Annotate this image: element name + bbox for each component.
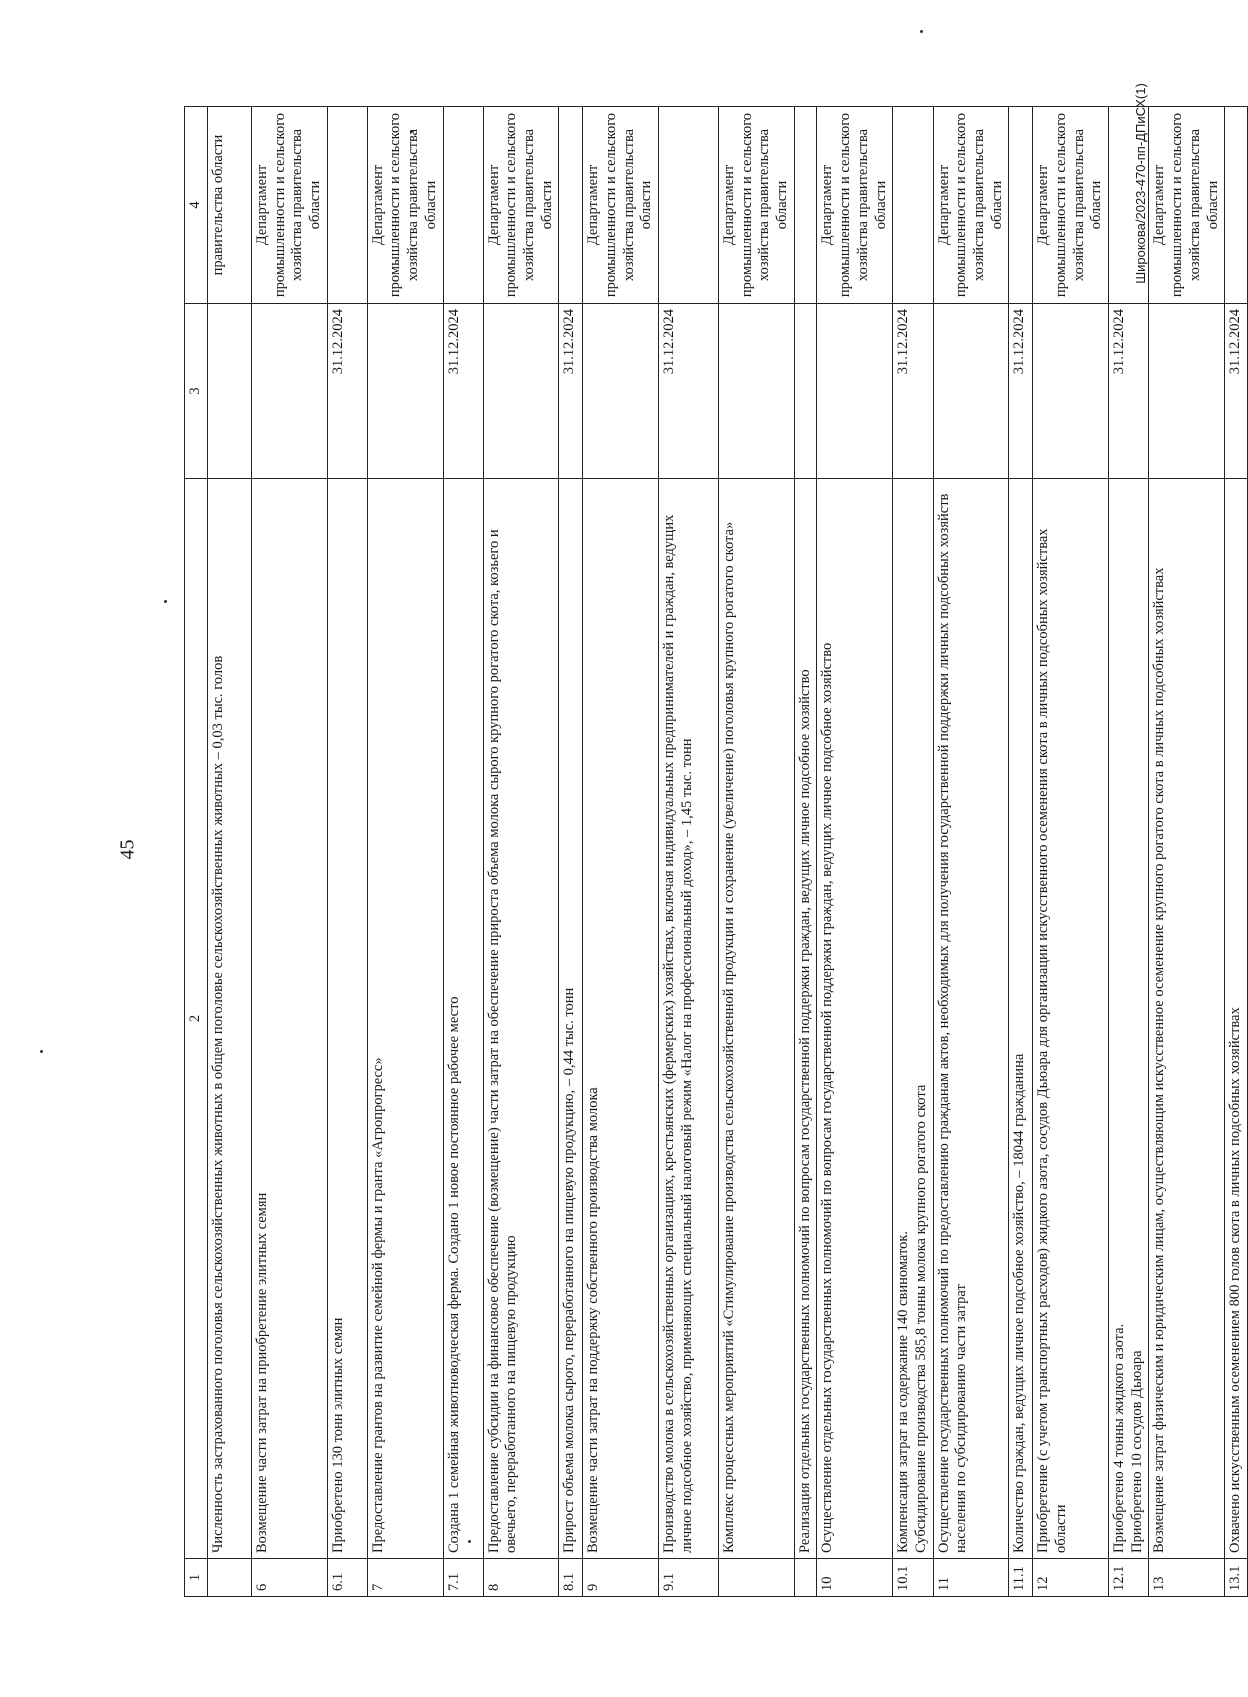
table-row (208, 107, 252, 1597)
cell-date (367, 304, 443, 479)
cell-desc: Производство молока в сельскохозяйственных организациях, крестьянских (фермерских) хозяйствах, включая индивидуальных предпринимателей и граждан, ведущих личное подсобное хозяйство, применяющих специальный налоговый режим «Налог на профессиональный доход», – 1,45 тыс. тонн (659, 479, 719, 1559)
cell-dept: Департамент промышленности и сельского хозяйства правительства области (483, 107, 559, 304)
header-col-2: 2 (185, 479, 208, 1559)
cell-date: 31.12.2024 (443, 304, 483, 479)
cell-desc: Осуществление государственных полномочий по предоставлению гражданам актов, необходимых для получения государственной поддержки личных подсобных хозяйств населения по субсидированию части затрат (933, 479, 1009, 1559)
header-col-3: 3 (185, 304, 208, 479)
cell-num: 13 (1149, 1559, 1225, 1597)
cell-num: 8 (483, 1559, 559, 1597)
cell-date (794, 304, 817, 479)
cell-dept (1225, 107, 1248, 304)
cell-desc: Реализация отдельных государственных полномочий по вопросам государственной поддержки граждан, ведущих личное подсобное хозяйство (794, 479, 817, 1559)
cell-num: 9 (583, 1559, 659, 1597)
cell-dept (1109, 107, 1149, 304)
cell-dept: Департамент промышленности и сельского хозяйства правительства области (1033, 107, 1109, 304)
table-row (583, 107, 659, 1597)
cell-desc: Создана 1 семейная животноводческая ферма. Создано 1 новое постоянное рабочее место (443, 479, 483, 1559)
cell-date: 31.12.2024 (893, 304, 933, 479)
cell-date (252, 304, 328, 479)
cell-desc: Возмещение части затрат на приобретение элитных семян (252, 479, 328, 1559)
cell-date (583, 304, 659, 479)
cell-num: 12 (1033, 1559, 1109, 1597)
cell-desc: Комплекс процессных мероприятий «Стимулирование производства сельскохозяйственной продукции и сохранение (увеличение) поголовья крупного рогатого скота» (719, 479, 795, 1559)
header-col-4: 4 (185, 107, 208, 304)
cell-num: 11 (933, 1559, 1009, 1597)
cell-dept: Департамент промышленности и сельского хозяйства правительства области (933, 107, 1009, 304)
cell-num: 10.1 (893, 1559, 933, 1597)
table-row (817, 107, 893, 1597)
cell-dept: Департамент промышленности и сельского хозяйства правительства области (583, 107, 659, 304)
table-row (443, 107, 483, 1597)
table-row (794, 107, 817, 1597)
cell-date: 31.12.2024 (559, 304, 583, 479)
cell-desc: Осуществление отдельных государственных полномочий по вопросам государственной поддержки граждан, ведущих личное подсобное хозяйство (817, 479, 893, 1559)
cell-dept (559, 107, 583, 304)
table-row (367, 107, 443, 1597)
cell-num: 12.1 (1109, 1559, 1149, 1597)
cell-desc: Возмещение затрат физическим и юридическим лицам, осуществляющим искусственное осеменение крупного рогатого скота в личных подсобных хозяйствах (1149, 479, 1225, 1559)
cell-desc: Количество граждан, ведущих личное подсобное хозяйство, – 18044 гражданина (1009, 479, 1033, 1559)
cell-dept: Департамент промышленности и сельского хозяйства правительства области (817, 107, 893, 304)
page-number: 45 (116, 839, 139, 860)
table-row (559, 107, 583, 1597)
cell-num: 10 (817, 1559, 893, 1597)
cell-num: 6 (252, 1559, 328, 1597)
cell-num: 7 (367, 1559, 443, 1597)
cell-date: 31.12.2024 (1109, 304, 1149, 479)
cell-desc: Предоставление грантов на развитие семейной фермы и гранта «Агропрогресс» (367, 479, 443, 1559)
cell-dept: Департамент промышленности и сельского хозяйства правительства области (1149, 107, 1225, 304)
cell-desc: Возмещение части затрат на поддержку собственного производства молока (583, 479, 659, 1559)
cell-dept (327, 107, 367, 304)
table-row (659, 107, 719, 1597)
cell-desc: Численность застрахованного поголовья сельскохозяйственных животных в общем поголовье сельскохозяйственных животных – 0,03 тыс. голов (208, 479, 252, 1559)
cell-num: 13.1 (1225, 1559, 1248, 1597)
cell-dept (659, 107, 719, 304)
cell-dept (794, 107, 817, 304)
cell-desc: Приобретение (с учетом транспортных расходов) жидкого азота, сосудов Дьюара для организации искусственного осеменения скота в личных подсобных хозяйствах области (1033, 479, 1109, 1559)
cell-num: 8.1 (559, 1559, 583, 1597)
cell-num: 7.1 (443, 1559, 483, 1597)
table-row (327, 107, 367, 1597)
cell-date: 31.12.2024 (1225, 304, 1248, 479)
table-row (933, 107, 1009, 1597)
cell-num: 9.1 (659, 1559, 719, 1597)
cell-date: 31.12.2024 (659, 304, 719, 479)
cell-desc: Приобретено 4 тонны жидкого азота. Приобретено 10 сосудов Дьюара (1109, 479, 1149, 1559)
scan-speck (164, 600, 167, 603)
cell-num: 6.1 (327, 1559, 367, 1597)
cell-date: 31.12.2024 (1009, 304, 1033, 479)
table-header-row (185, 107, 208, 1597)
cell-num (719, 1559, 795, 1597)
measures-table (184, 106, 1248, 1597)
table-row (893, 107, 933, 1597)
cell-num (794, 1559, 817, 1597)
cell-dept: правительства области (208, 107, 252, 304)
table-body (208, 107, 1248, 1597)
document-code: Широкова/2023-470-пп-ДПиСХ(1) (1132, 83, 1148, 284)
table-row (1225, 107, 1248, 1597)
cell-date (208, 304, 252, 479)
cell-desc: Приобретено 130 тонн элитных семян (327, 479, 367, 1559)
cell-desc: Компенсация затрат на содержание 140 свиноматок. Субсидирование производства 585,8 тонны молока крупного рогатого скота (893, 479, 933, 1559)
cell-date (933, 304, 1009, 479)
table-row (1009, 107, 1033, 1597)
table-row (1033, 107, 1109, 1597)
cell-desc: Прирост объема молока сырого, переработанного на пищевую продукцию, – 0,44 тыс. тонн (559, 479, 583, 1559)
scan-speck (40, 1050, 43, 1053)
cell-date (483, 304, 559, 479)
cell-dept (893, 107, 933, 304)
header-col-1: 1 (185, 1559, 208, 1597)
cell-date (817, 304, 893, 479)
table-row (252, 107, 328, 1597)
cell-dept (443, 107, 483, 304)
table-row (483, 107, 559, 1597)
cell-dept: Департамент промышленности и сельского хозяйства правительства области (367, 107, 443, 304)
cell-date (1033, 304, 1109, 479)
cell-date (719, 304, 795, 479)
cell-desc: Охвачено искусственным осеменением 800 голов скота в личных подсобных хозяйствах (1225, 479, 1248, 1559)
cell-date: 31.12.2024 (327, 304, 367, 479)
table-row (1149, 107, 1225, 1597)
table-row (1109, 107, 1149, 1597)
cell-dept: Департамент промышленности и сельского хозяйства правительства области (252, 107, 328, 304)
cell-dept: Департамент промышленности и сельского хозяйства правительства области (719, 107, 795, 304)
scan-speck (920, 30, 923, 33)
table-row (719, 107, 795, 1597)
cell-date (1149, 304, 1225, 479)
cell-num (208, 1559, 252, 1597)
cell-dept (1009, 107, 1033, 304)
cell-num: 11.1 (1009, 1559, 1033, 1597)
cell-desc: Предоставление субсидии на финансовое обеспечение (возмещение) части затрат на обеспечение прироста объема молока сырого крупного рогатого скота, козьего и овечьего, переработанного на пищевую продукцию (483, 479, 559, 1559)
